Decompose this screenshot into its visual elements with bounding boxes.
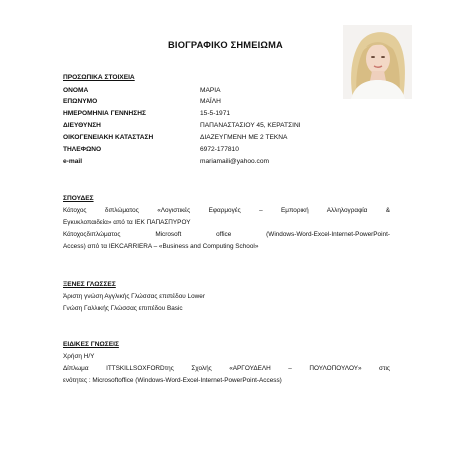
field-label: ΗΜΕΡΟΜΗΝΙΑ ΓΕΝΝΗΣΗΣ: [63, 110, 146, 117]
field-row: [63, 87, 393, 96]
field-label: ΟΙΚΟΓΕΝΕΙΑΚΗ ΚΑΤΑΣΤΑΣΗ: [63, 134, 154, 141]
field-value: ΜΑΡΙΑ: [200, 87, 221, 94]
field-label: ΤΗΛΕΦΩΝΟ: [63, 146, 102, 153]
field-label: ΟΝΟΜΑ: [63, 87, 89, 94]
studies-line: Κάτοχος διπλώματος «Λογιστικές Εφαρμογές – Εμπορική Αλληλογραφία &: [63, 207, 390, 214]
language-line: Άριστη γνώση Αγγλικής Γλώσσας επιπέδου Lower: [63, 293, 205, 300]
skills-line: Δίπλωμα ITTSKILLSOXFORDτης Σχολής «ΑΡΓΟΥΔΕΛΗ – ΠΟΥΛΟΠΟΥΛΟΥ» στις: [63, 365, 390, 372]
studies-line: Εγκυκλοπαιδεία» από τα ΙΕΚ ΠΑΠΑΣΠΥΡΟΥ: [63, 219, 191, 226]
field-row: [63, 98, 393, 107]
field-label: e-mail: [63, 158, 83, 165]
section-heading-skills: ΕΙΔΙΚΕΣ ΓΝΩΣΕΙΣ: [63, 341, 119, 348]
field-value: 6972-177810: [200, 146, 239, 153]
field-value: ΠΑΠΑΝΑΣΤΑΣΙΟΥ 45, ΚΕΡΑΤΣΙΝΙ: [200, 122, 301, 129]
section-heading-personal: ΠΡΟΣΩΠΙΚΑ ΣΤΟΙΧΕΙΑ: [63, 74, 135, 81]
field-label: ΔΙΕΥΘΥΝΣΗ: [63, 122, 101, 129]
field-row: [63, 134, 393, 143]
field-label: ΕΠΩΝΥΜΟ: [63, 98, 98, 105]
field-value: ΔΙΑΖΕΥΓΜΕΝΗ ΜΕ 2 ΤΕΚΝΑ: [200, 134, 288, 141]
skills-line: ενότητες : Microsoftoffice (Windows-Word-Excel-Internet-PowerPoint-Access): [63, 377, 282, 384]
document-title: ΒΙΟΓΡΑΦΙΚΟ ΣΗΜΕΙΩΜΑ: [168, 40, 283, 50]
language-line: Γνώση Γαλλικής Γλώσσας επιπέδου Basic: [63, 305, 183, 312]
studies-line: Access) από τα ΙΕΚCARRIERA – «Business and Computing School»: [63, 243, 259, 250]
section-heading-studies: ΣΠΟΥΔΕΣ: [63, 195, 94, 202]
skills-line: Χρήση Η/Υ: [63, 353, 95, 360]
field-row: [63, 158, 393, 167]
field-value: ΜΑΪΛΗ: [200, 98, 221, 105]
section-heading-languages: ΞΕΝΕΣ ΓΛΩΣΣΕΣ: [63, 281, 116, 288]
field-row: [63, 110, 393, 119]
field-row: [63, 122, 393, 131]
field-value: mariamaili@yahoo.com: [200, 158, 269, 165]
studies-line: Κάτοχοςδιπλώματος Microsoft office (Windows-Word-Excel-Internet-PowerPoint-: [63, 231, 390, 238]
field-row: [63, 146, 393, 155]
field-value: 15-5-1971: [200, 110, 231, 117]
